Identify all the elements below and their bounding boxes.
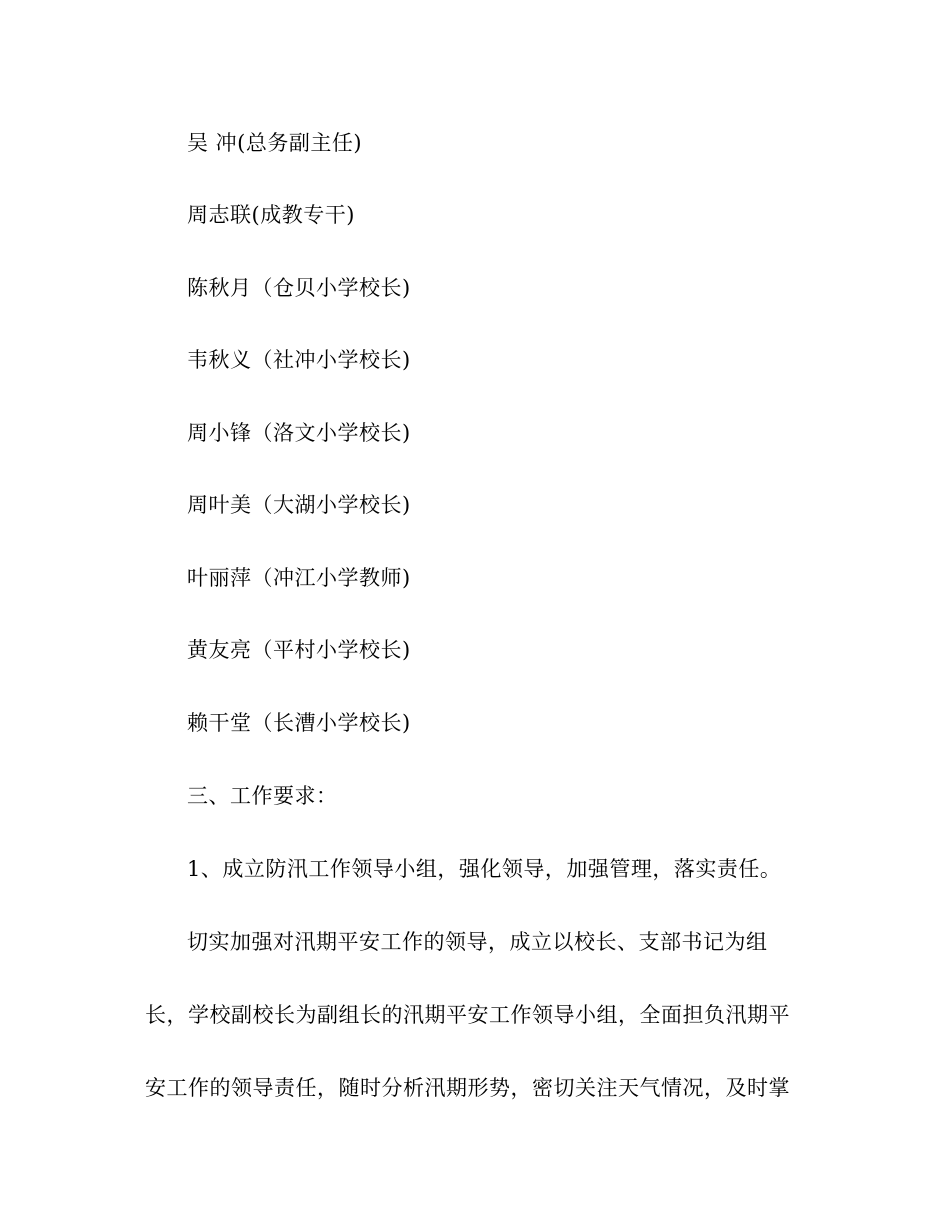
- member-line: 赖干堂（长漕小学校长): [187, 711, 411, 735]
- member-line: 周叶美（大湖小学校长): [187, 493, 411, 517]
- section-heading: 三、工作要求：: [187, 784, 338, 808]
- member-line: 黄友亮（平村小学校长): [187, 638, 411, 662]
- member-line: 韦秋义（社冲小学校长): [187, 348, 411, 372]
- member-line: 吴 冲(总务副主任): [187, 131, 363, 155]
- member-line: 周志联(成教专干): [187, 203, 355, 227]
- paragraph-line: 安工作的领导责任，随时分析汛期形势，密切关注天气情况，及时掌: [145, 1076, 790, 1100]
- paragraph-line: 长，学校副校长为副组长的汛期平安工作领导小组，全面担负汛期平: [145, 1003, 790, 1027]
- member-line: 陈秋月（仓贝小学校长): [187, 276, 411, 300]
- member-line: 周小锋（洛文小学校长): [187, 421, 411, 445]
- member-line: 叶丽萍（冲江小学教师): [187, 566, 411, 590]
- paragraph-line: 切实加强对汛期平安工作的领导，成立以校长、支部书记为组: [187, 930, 768, 954]
- requirement-item-1: 1、成立防汛工作领导小组，强化领导，加强管理，落实责任。: [187, 857, 782, 881]
